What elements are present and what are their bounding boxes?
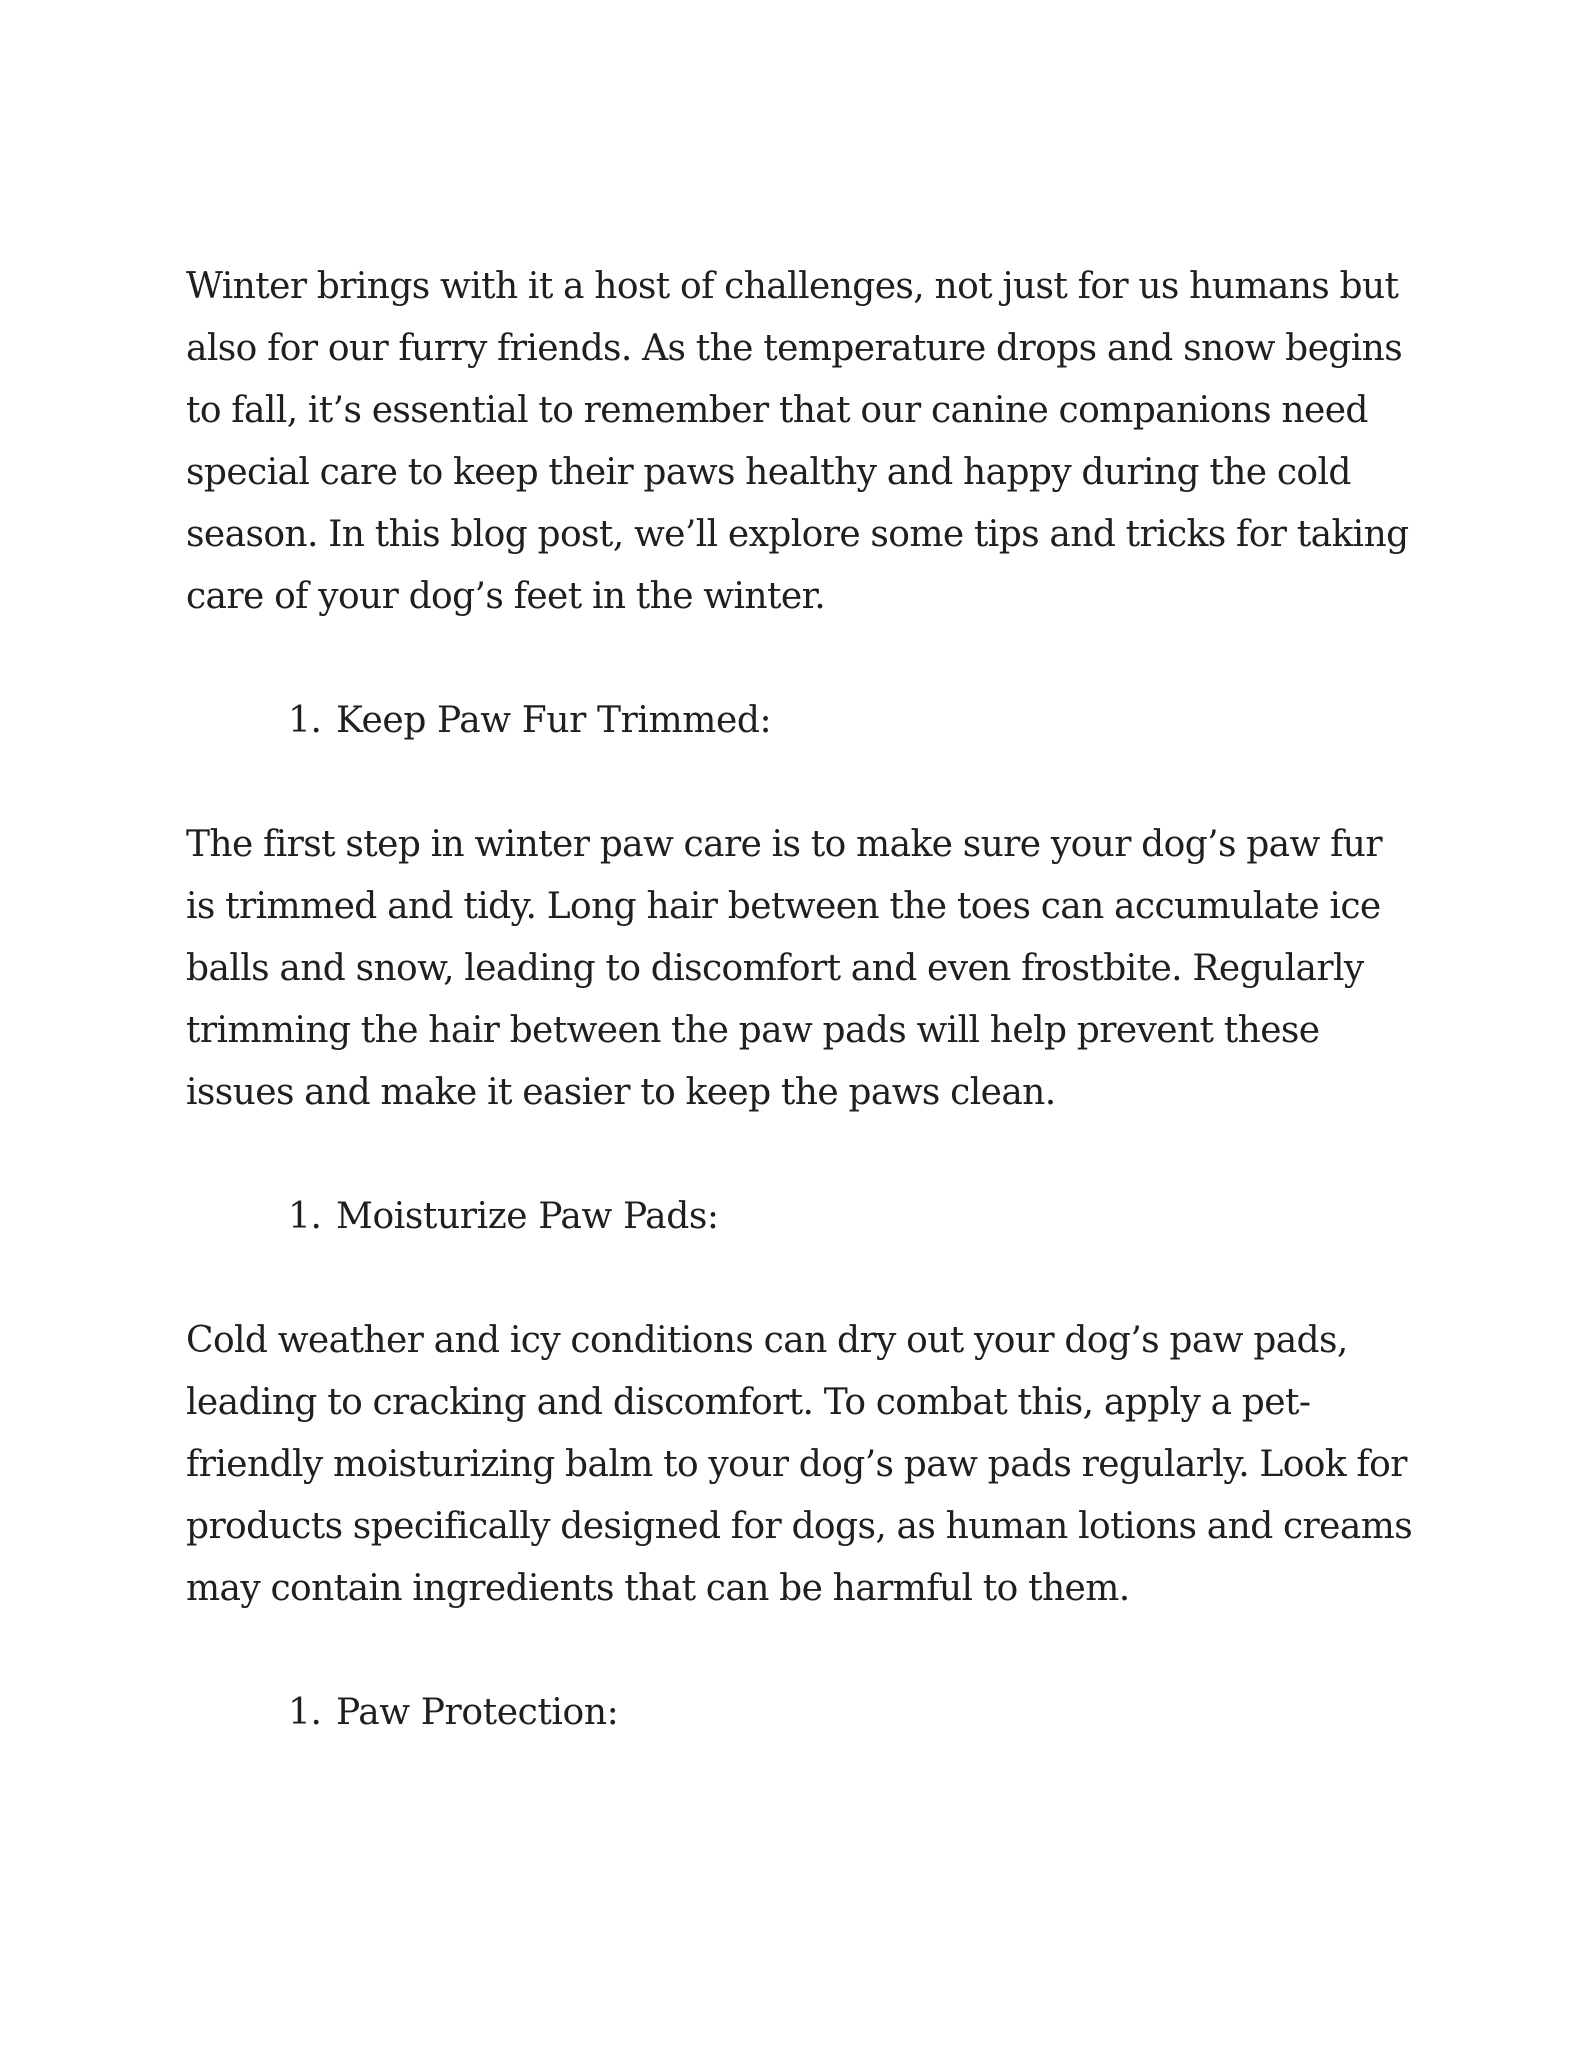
list-item-paw-protection xyxy=(186,1682,1416,1744)
section-paragraph: The first step in winter paw care is to make sure your dog’s paw fur is trimmed and tidy. Long hair between the toes can accumulate ice balls and snow, leading to discomfort and even frostbite. Regularly trimming the hair between the paw pads will help prevent these issues and make it easier to keep the paws clean. xyxy=(186,824,1382,1113)
list-number: 1. xyxy=(288,1196,322,1237)
list-number: 1. xyxy=(288,1692,322,1733)
list-item-moisturize-paw-pads xyxy=(186,1186,1416,1248)
document-content xyxy=(186,256,1416,1744)
section-heading: Keep Paw Fur Trimmed: xyxy=(336,700,772,741)
intro-paragraph: Winter brings with it a host of challenges, not just for us humans but also for our furry friends. As the temperature drops and snow begins to fall, it’s essential to remember that our canine companions need special care to keep their paws healthy and happy during the cold season. In this blog post, we’ll explore some tips and tricks for taking care of your dog’s feet in the winter. xyxy=(186,266,1409,617)
section-paragraph: Cold weather and icy conditions can dry out your dog’s paw pads, leading to cracking and discomfort. To combat this, apply a pet-friendly moisturizing balm to your dog’s paw pads regularly. Look for products specifically designed for dogs, as human lotions and creams may contain ingredients that can be harmful to them. xyxy=(186,1320,1413,1609)
list-item-keep-paw-fur-trimmed xyxy=(186,690,1416,752)
section-heading: Moisturize Paw Pads: xyxy=(336,1196,719,1237)
section-heading: Paw Protection: xyxy=(336,1692,619,1733)
list-number: 1. xyxy=(288,700,322,741)
